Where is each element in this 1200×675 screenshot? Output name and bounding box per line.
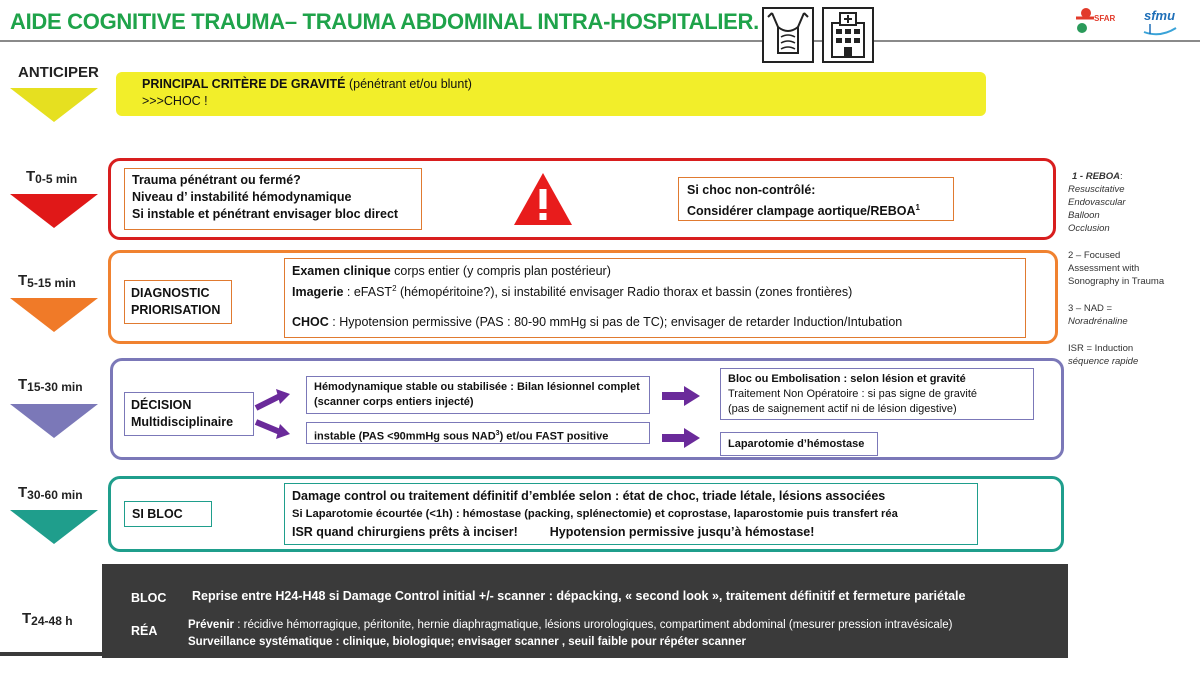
t5-arrow <box>10 298 98 332</box>
bloc-text: Reprise entre H24-H48 si Damage Control initial +/- scanner : dépacking, « second look », traitement définitif et fermeture pariétale <box>192 589 966 603</box>
instable-arrow <box>662 428 700 448</box>
bloc-embolisation-title: Bloc ou Embolisation : selon lésion et gravité <box>728 373 966 385</box>
note3-line: 3 – NAD = <box>1068 303 1113 314</box>
t0-assessment-line: Niveau d’ instabilité hémodynamique <box>132 190 352 204</box>
sfmu-logo-text: sfmu <box>1144 8 1176 23</box>
abdomen-icon <box>762 7 814 63</box>
imagerie-text-rest: (hémopéritoine?), si instabilité envisager Radio thorax et bassin (zones frontières) <box>396 285 853 300</box>
gravite-criterion: PRINCIPAL CRITÈRE DE GRAVITÉ <box>142 77 346 91</box>
diagnostic-line: PRIORISATION <box>131 303 221 317</box>
choc-line: >>>CHOC ! <box>142 94 208 108</box>
decision-box <box>124 392 254 436</box>
t0-assessment-line: Trauma pénétrant ou fermé? <box>132 173 301 187</box>
decision-line: Multidisciplinaire <box>131 415 234 429</box>
rea-text <box>188 617 953 651</box>
title-divider <box>0 40 1200 42</box>
note1-colon: : <box>1120 171 1123 182</box>
diagnostic-line: DIAGNOSTIC <box>131 286 210 300</box>
bloc-embolisation-box <box>720 368 1034 420</box>
reboa-line1: Si choc non-contrôlé: <box>687 183 816 197</box>
hospital-icon <box>822 7 874 63</box>
note4-line: ISR = Induction <box>1068 343 1134 354</box>
stable-line: (scanner corps entiers injecté) <box>314 396 474 408</box>
t30-details-box <box>284 483 978 545</box>
instable-text-rest: ) et/ou FAST positive <box>499 430 609 443</box>
page-title: AIDE COGNITIVE TRAUMA– TRAUMA ABDOMINAL INTRA-HOSPITALIER. <box>10 9 759 34</box>
note2-line: 2 – Focused <box>1068 250 1121 261</box>
t24-baseline <box>0 652 102 656</box>
note1-line: Occlusion <box>1068 223 1110 234</box>
choc-label: CHOC <box>292 315 329 330</box>
t5-details-box <box>284 258 1026 338</box>
stable-arrow <box>662 386 700 406</box>
anticiper-panel <box>116 72 986 116</box>
t0-label: $T_{0-5 min}$ <box>26 168 78 186</box>
stable-line: Hémodynamique stable ou stabilisée : Bilan lésionnel complet <box>314 381 640 393</box>
si-bloc-box: SI BLOC <box>124 501 212 527</box>
hypotension-line: Hypotension permissive jusqu’à hémostase! <box>549 525 815 539</box>
t15-label: $T_{15-30 min}$ <box>18 376 83 394</box>
sfmu-logo <box>1140 4 1180 38</box>
efast-footnote-ref: 2 <box>392 284 397 293</box>
t0-assessment-box <box>124 168 422 230</box>
tno-condition: (pas de saignement actif ni de lésion digestive) <box>728 403 957 415</box>
note3-line: Noradrénaline <box>1068 316 1128 327</box>
gravite-type: (pénétrant et/ou blunt) <box>345 77 472 91</box>
note1-line: Endovascular <box>1068 197 1126 208</box>
t30-arrow <box>10 510 98 544</box>
choc-text: : Hypotension permissive (PAS : 80-90 mmHg si pas de TC); envisager de retarder Induction/Intubation <box>328 315 903 330</box>
imagerie-text: : eFAST <box>343 285 393 300</box>
prevenir-text: : récidive hémorragique, péritonite, hernie diaphragmatique, lésions urorologiques, compartiment abdominal (mesurer pression intravésicale) <box>234 619 953 631</box>
note2-line: Assessment with <box>1068 263 1140 274</box>
note2-line: Sonography in Trauma <box>1068 276 1165 287</box>
surveillance-text: : clinique, biologique; envisager scanner , seuil faible pour répéter scanner <box>332 636 746 648</box>
stable-box <box>306 376 650 414</box>
exam-label: Examen clinique <box>292 264 391 278</box>
anticiper-arrow <box>10 88 98 122</box>
reboa-line2: Considérer clampage aortique/REBOA <box>687 204 916 219</box>
laparotomie-ecourtee-line: Si Laparotomie écourtée (<1h) : hémostase (packing, splénectomie) et coprostase, laparostomie puis transfert réa <box>292 508 898 520</box>
t0-arrow <box>10 194 98 228</box>
isr-line: ISR quand chirurgiens prêts à inciser! <box>292 525 518 539</box>
laparotomie-box: Laparotomie d’hémostase <box>720 432 878 456</box>
rea-label: RÉA <box>131 624 158 638</box>
note4-line: séquence rapide <box>1068 356 1139 367</box>
t24-label: $T_{24-48 h}$ <box>22 610 73 628</box>
anticiper-label: ANTICIPER <box>18 64 99 81</box>
note1-title: 1 - REBOA <box>1072 171 1121 182</box>
prevenir-label: Prévenir <box>188 619 235 631</box>
decision-line: DÉCISION <box>131 398 192 412</box>
imagerie-label: Imagerie <box>292 285 344 300</box>
decision-split-arrows <box>254 388 294 440</box>
t15-arrow <box>10 404 98 438</box>
instable-box <box>306 422 650 444</box>
nad-footnote-ref: 3 <box>495 430 500 437</box>
sfar-logo-text: SFAR <box>1094 14 1116 23</box>
bloc-label: BLOC <box>131 591 167 605</box>
t0-assessment-line: Si instable et pénétrant envisager bloc direct <box>132 207 399 221</box>
sfar-logo <box>1072 4 1116 38</box>
exam-text: corps entier (y compris plan postérieur) <box>390 264 611 278</box>
note1-line: Resuscitative <box>1068 184 1125 195</box>
t0-reboa-box <box>678 177 954 221</box>
t30-label: $T_{30-60 min}$ <box>18 484 83 502</box>
reboa-footnote-ref: 1 <box>915 203 920 212</box>
footnotes <box>1068 170 1196 368</box>
warning-triangle-icon <box>512 170 574 228</box>
tno-line: Traitement Non Opératoire : si pas signe de gravité <box>728 388 978 400</box>
t5-label: $T_{5-15 min}$ <box>18 272 76 290</box>
surveillance-label: Surveillance systématique <box>188 636 333 648</box>
damage-control-line: Damage control ou traitement définitif d’emblée selon : état de choc, triade létale, lésions associées <box>292 489 886 503</box>
instable-text: instable (PAS <90mmHg sous NAD <box>314 430 496 443</box>
note1-line: Balloon <box>1068 210 1100 221</box>
diagnostic-box <box>124 280 232 324</box>
